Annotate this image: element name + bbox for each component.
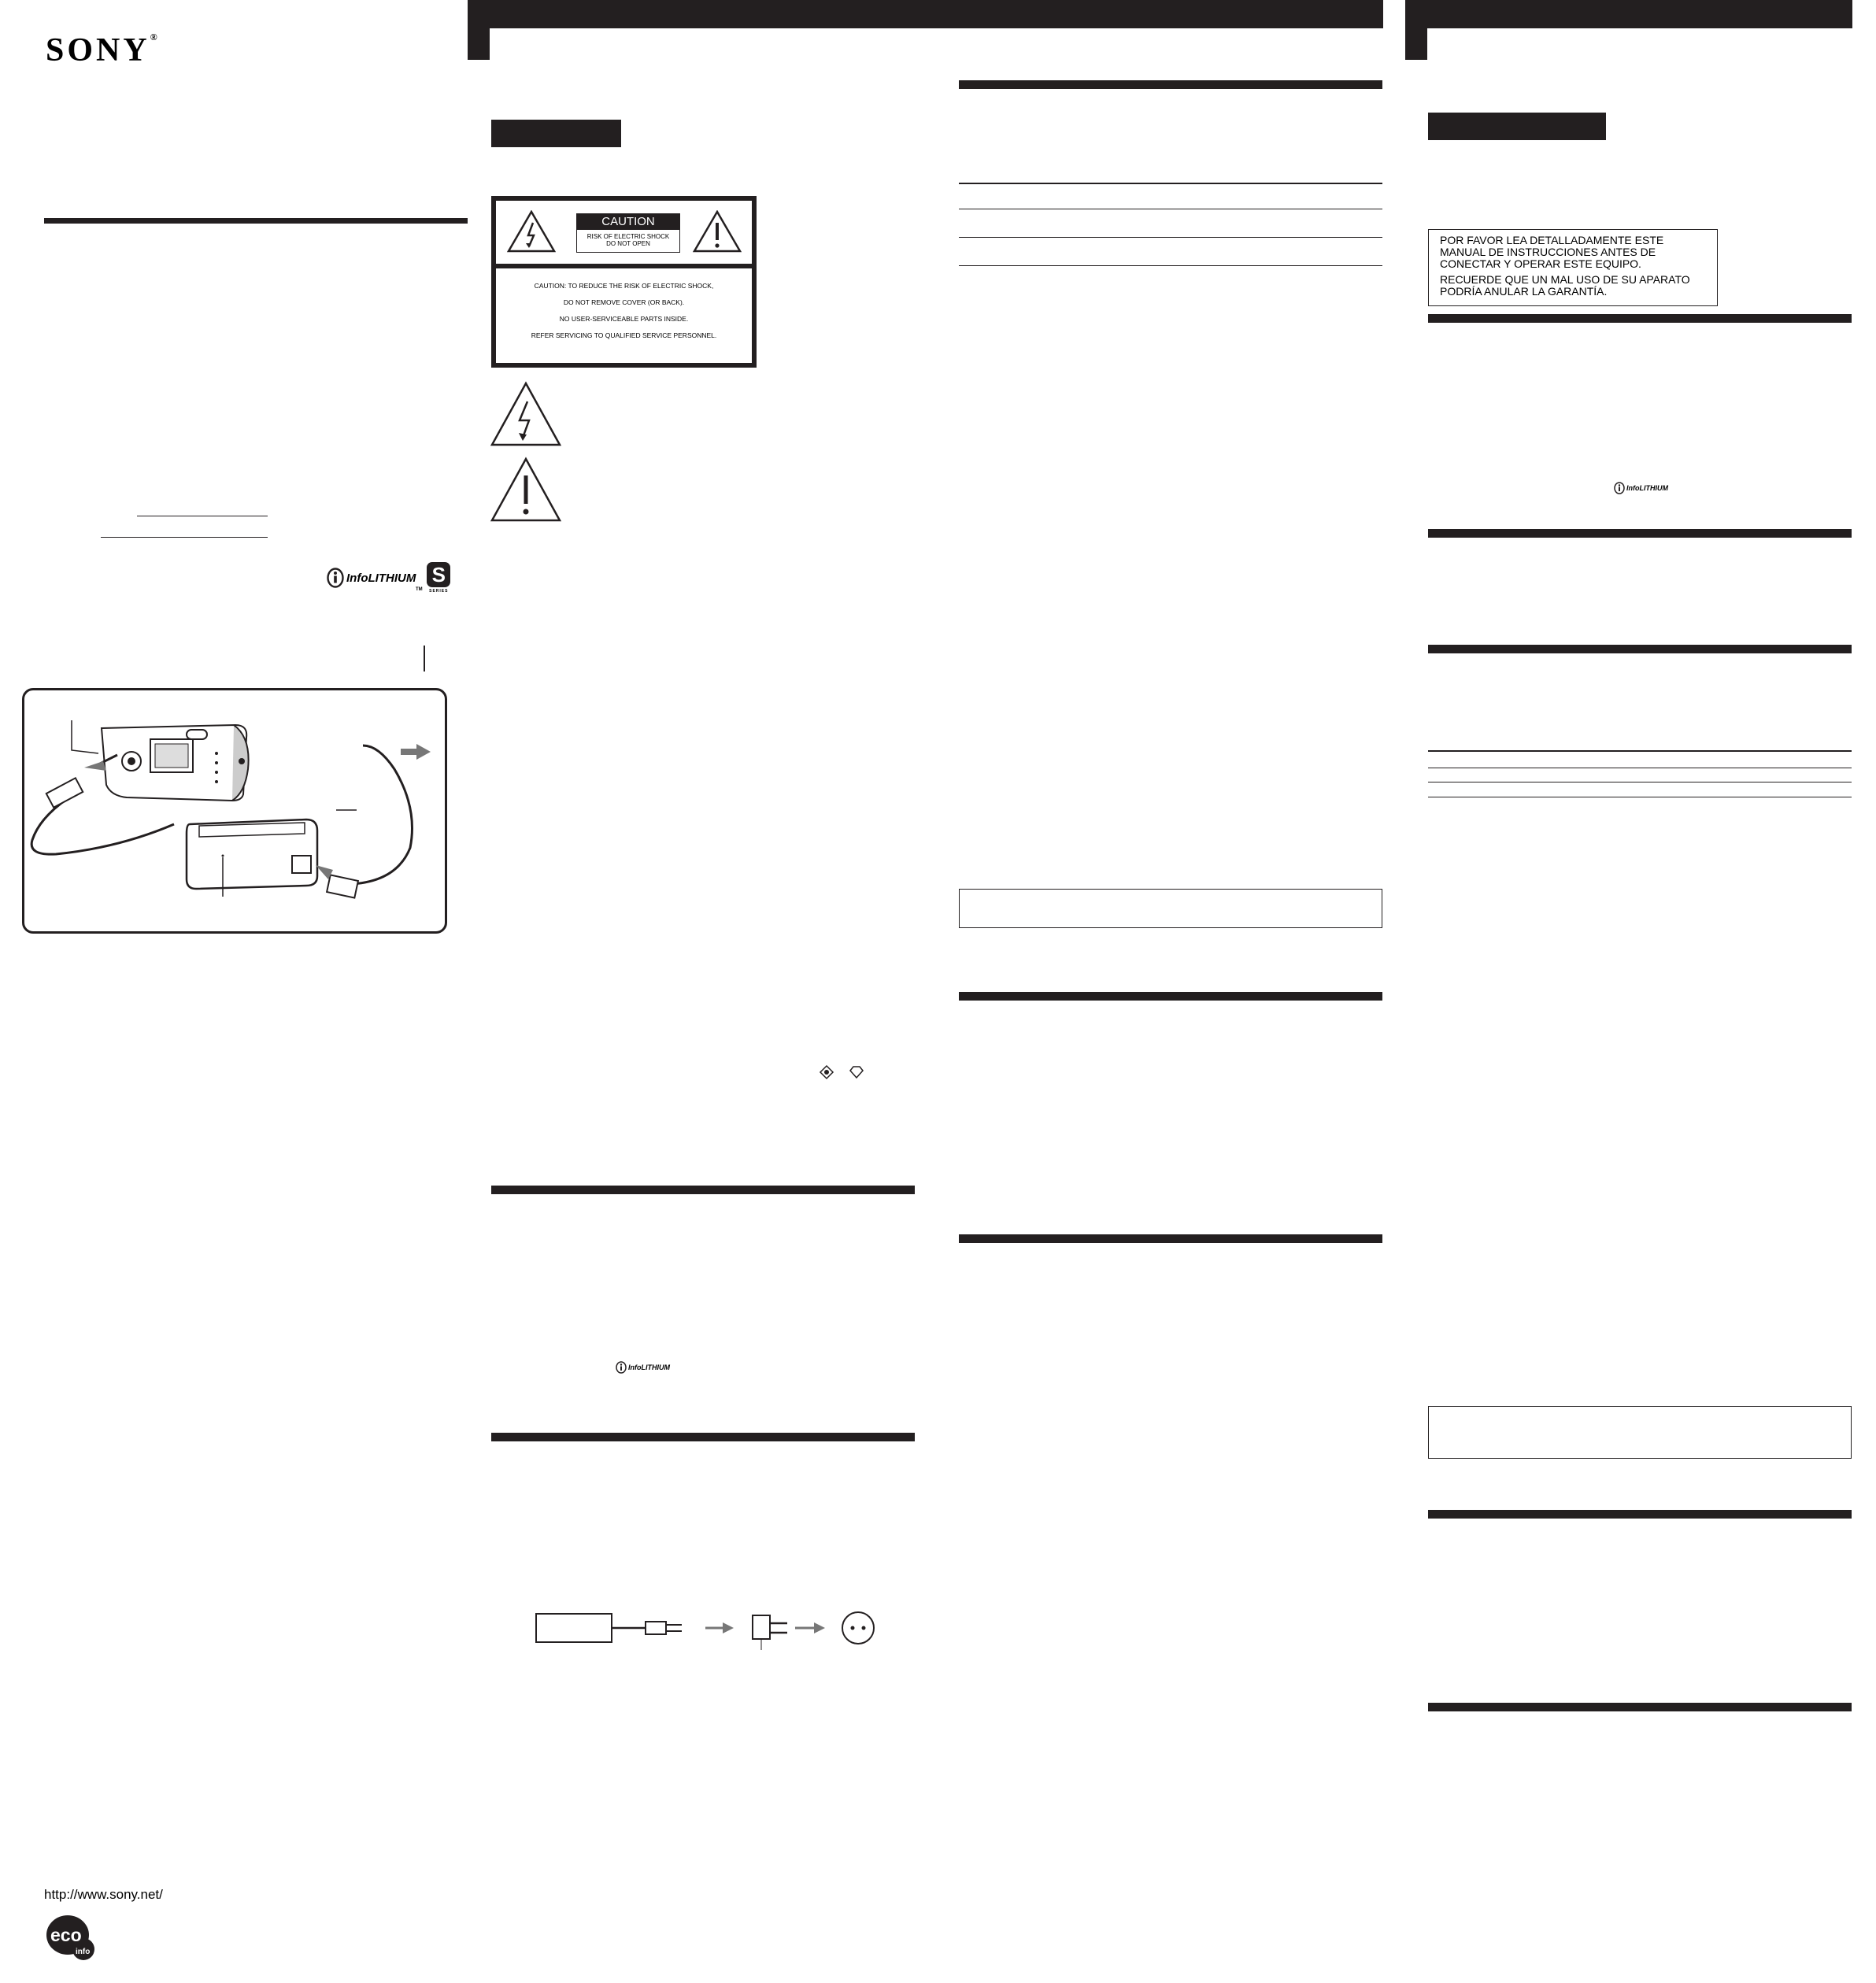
table-rule-top (959, 183, 1382, 184)
camera-adapter-drawing (24, 690, 447, 934)
caution-subtitle-1: RISK OF ELECTRIC SHOCK (586, 233, 670, 240)
info-i-icon (327, 568, 344, 588)
infolithium-inline-logo-es: InfoLITHIUM (1614, 482, 1668, 494)
language-tab-english (491, 120, 621, 147)
sony-logo: SONY® (46, 31, 157, 68)
series-s-badge: S (427, 562, 450, 587)
title-rule (44, 218, 468, 224)
note-box-english (959, 889, 1382, 928)
table-rule-3 (959, 265, 1382, 266)
es-table-rule-top (1428, 750, 1852, 752)
section-rule-4 (959, 992, 1382, 1001)
svg-text:info: info (76, 1948, 91, 1956)
spanish-notice-para2: RECUERDE QUE UN MAL USO DE SU APARATO PODRÍA ANULAR LA GARANTÍA. (1440, 273, 1690, 298)
caution-line-1: CAUTION: TO REDUCE THE RISK OF ELECTRIC SHOCK, (534, 282, 714, 290)
plug-adaptor-diagram (535, 1606, 879, 1653)
info-i-icon-es (1614, 482, 1625, 494)
caution-title: CAUTION (577, 214, 679, 230)
es-section-rule-1 (1428, 314, 1852, 323)
eco-info-logo (46, 1913, 98, 1960)
caution-label (491, 196, 757, 368)
exclamation-triangle-icon (490, 457, 562, 523)
note-box-spanish (1428, 1406, 1852, 1459)
header-tab-left (468, 28, 490, 60)
recycle-marks-icon (819, 1064, 866, 1080)
sony-url[interactable]: http://www.sony.net/ (44, 1887, 163, 1902)
info-i-icon-small (616, 1361, 627, 1374)
marker-rule (424, 646, 425, 671)
lightning-warning-icon (507, 210, 556, 253)
table-rule-2 (959, 237, 1382, 238)
infolithium-text: InfoLITHIUM TM (346, 571, 423, 592)
header-band-left (468, 0, 1383, 28)
section-rule-2 (491, 1433, 915, 1441)
section-rule-1 (491, 1186, 915, 1194)
caution-line-2: DO NOT REMOVE COVER (OR BACK). (563, 298, 685, 306)
spanish-notice-para1: POR FAVOR LEA DETALLADAMENTE ESTE MANUAL DE INSTRUCCIONES ANTES DE CONECTAR Y OPERAR ESTE EQUIPO. (1440, 234, 1664, 270)
es-section-rule-4 (1428, 1510, 1852, 1519)
series-word: SERIES (429, 589, 449, 594)
section-rule-3 (959, 80, 1382, 89)
caution-line-3: NO USER-SERVICEABLE PARTS INSIDE. (559, 315, 689, 323)
es-section-rule-3 (1428, 645, 1852, 653)
lightning-triangle-icon (490, 381, 562, 447)
infolithium-inline-logo: InfoLITHIUM (616, 1361, 670, 1374)
infolithium-series-logo (327, 562, 450, 594)
header-band-right (1405, 0, 1852, 28)
spanish-warranty-notice (1428, 229, 1718, 306)
svg-text:eco: eco (50, 1925, 82, 1945)
section-rule-5 (959, 1234, 1382, 1243)
language-tab-spanish (1428, 113, 1606, 140)
connection-illustration (22, 688, 447, 934)
caution-subtitle-2: DO NOT OPEN (606, 240, 650, 247)
caution-line-4: REFER SERVICING TO QUALIFIED SERVICE PERSONNEL. (531, 331, 717, 339)
exclamation-warning-icon (693, 210, 742, 253)
serial-underline (101, 537, 268, 538)
es-section-rule-5 (1428, 1703, 1852, 1711)
es-section-rule-2 (1428, 529, 1852, 538)
header-tab-right (1405, 28, 1427, 60)
